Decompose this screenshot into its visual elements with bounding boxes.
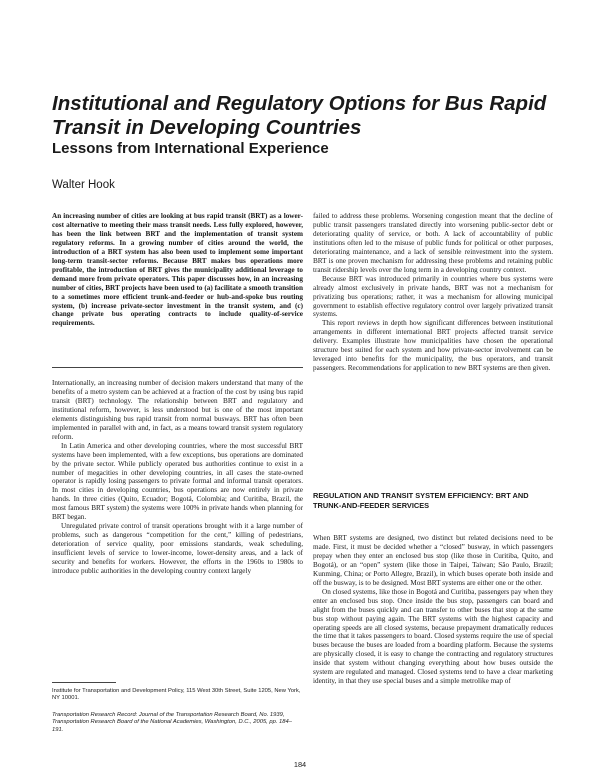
abstract-text: An increasing number of cities are looking at bus rapid transit (BRT) as a lower-cost alternative to meeting their mass transit needs. Less fully explored, however, has been the link between BRT and the implementation of transit system regulatory reforms. In a growing number of cities around the world, the introduction of a BRT system has also been used to implement some important long-term transit-sector reforms. Because BRT makes bus operations more profitable, the introduction of BRT gives the municipality additional leverage to demand more from private operators. This paper discusses how, in an increasing number of cities, BRT projects have been used to (a) facilitate a smooth transition to a sometimes more efficient trunk-and-feeder or hub-and-spoke bus routing system, (b) increase private-sector investment in the transit system, and (c) change private bus operating contracts to include quality-of-service requirements. (52, 212, 303, 328)
author-name: Walter Hook (52, 179, 115, 191)
paragraph: Because BRT was introduced primarily in countries where bus systems were already almost exclusively in private hands, BRT was not a mechanism for privatizing bus operations; rather, it was a mechanism for allowing municipal government to establish effective regulatory control over largely privatized transit systems. (313, 274, 553, 319)
citation-footnote: Transportation Research Record: Journal of the Transportation Research Board, No. 1939, Transportation Research Board of the National Academies, Washington, D.C., 2005, pp. 184–191. (52, 712, 292, 733)
section-heading: REGULATION AND TRANSIT SYSTEM EFFICIENCY: BRT AND TRUNK-AND-FEEDER SERVICES (313, 491, 529, 510)
paragraph: failed to address these problems. Worsening congestion meant that the decline of public transit passengers translated directly into worsening public-sector debt or deteriorating quality of service, or both. A lack of accountability of public institutions often led to the misuse of public funds for political or other purposes, deteriorating maintenance, and a lack of sensible reinvestment into the system. BRT is one proven mechanism for addressing these problems and retaining public transit ridership levels over the long term in a developing country context. (313, 212, 553, 274)
paper-title: Institutional and Regulatory Options for Bus Rapid Transit in Developing Countries (52, 92, 547, 139)
paragraph: Unregulated private control of transit operations brought with it a large number of problems, such as dangerous “competition for the cent,” killing of pedestrians, deterioration of service quality, poor emissions standards, weak scheduling, insufficient levels of service to lower-income, lower-density areas, and a lack of security and benefits for workers. However, the efforts in the 1960s to 1980s to introduce public authorities in the developing country context largely (52, 522, 303, 576)
abstract-divider (52, 367, 303, 368)
paragraph: This report reviews in depth how significant differences between institutional arrangements in different international BRT projects affected transit service delivery. Examples illustrate how municipalities have chosen the operational structure best suited for each system and how private-sector involvement can be leveraged into benefits for the municipality, the bus operators, and transit passengers. Recommendations for application to new BRT systems are then given. (313, 319, 553, 373)
paragraph: Internationally, an increasing number of decision makers understand that many of the benefits of a metro system can be achieved at a fraction of the cost by using bus rapid transit (BRT) technology. The relationship between BRT and regulatory and institutional reform, however, is less understood but is one of the most important elements distinguishing bus rapid transit from normal busways. BRT has often been implemented in parallel with and, in fact, as a means toward transit system regulatory reform. (52, 379, 303, 441)
right-column-body (313, 212, 553, 373)
paragraph: On closed systems, like those in Bogotá and Curitiba, passengers pay when they enter an enclosed bus stop. Once inside the bus stop, passengers can board and alight from the buses quickly and can transfer to other buses that stop at the same bus stop without paying again. The BRT systems with the highest capacity and operating speeds are all closed systems, because prepayment dramatically reduces the time that it takes passengers to board. Closed systems require the use of special buses because the buses are loaded from a boarding platform. Because the systems are physically closed, it is easy to change the contracting and regulatory structures inside that system without changing everything about how buses outside the system are regulated and managed. Closed systems tend to have a clear marketing identity, in that they use special buses and a simple metrolike map of (313, 587, 553, 686)
footnote-divider (52, 682, 116, 683)
section-body (313, 534, 553, 686)
affiliation-footnote: Institute for Transportation and Development Policy, 115 West 30th Street, Suite 1205, New York, NY 10001. (52, 688, 301, 702)
paragraph: When BRT systems are designed, two distinct but related decisions need to be made. First, it must be decided whether a “closed” busway, in which passengers prepay when they enter an enclosed bus stop (like those in Curitiba, Quito, and Bogotá), or an “open” system (like those in Taipei, Taiwan; São Paulo, Brazil; Kunming, China; or Porto Allegre, Brazil), in which buses operate both inside and off the busway, is to be designed. Most BRT systems are either one or the other. (313, 534, 553, 587)
abstract (52, 212, 303, 328)
paper-subtitle: Lessons from International Experience (52, 140, 329, 157)
paragraph: In Latin America and other developing countries, where the most successful BRT systems have been implemented, with a few exceptions, bus operations are dominated by the private sector. While publicly operated bus authorities continue to exist in a number of megacities in other developing countries, in all cases the state-owned operator is rapidly losing passengers to private formal and informal transit operators. In most cities in developing countries, bus operations are now entirely in private hands. In three cities (Quito, Ecuador; Bogotá, Colombia; and Curitiba, Brazil, the most famous BRT system) the systems were 100% in private hands when planning for BRT began. (52, 441, 303, 522)
page-number: 184 (293, 760, 307, 769)
left-column-body (52, 379, 303, 576)
